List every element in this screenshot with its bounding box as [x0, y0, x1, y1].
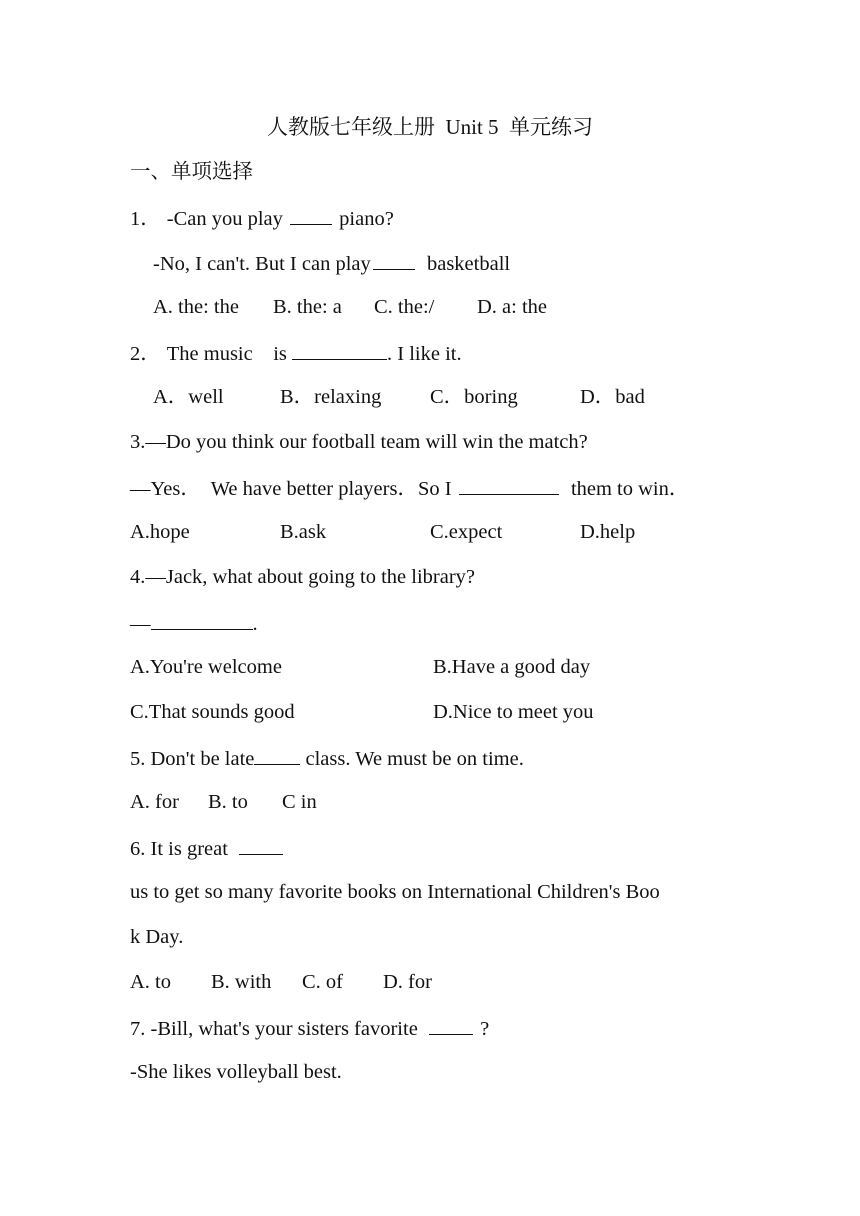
question-3-line-2: —Yes． We have better players．So I them to win．	[130, 474, 689, 502]
question-number: 1．	[130, 208, 161, 230]
option-a: A.You're welcome	[130, 656, 282, 678]
answer-blank	[373, 249, 415, 270]
option-c: C．boring	[430, 386, 518, 408]
question-1-line-1: 1． -Can you play piano?	[130, 204, 394, 232]
answer-blank	[290, 204, 332, 225]
option-c: C. of	[302, 971, 343, 993]
question-number: 3.	[130, 431, 146, 453]
option-a: A. for	[130, 791, 179, 813]
question-number: 5.	[130, 748, 146, 770]
option-a: A.hope	[130, 521, 190, 543]
question-3-line-1: 3.—Do you think our football team will win the match?	[130, 431, 588, 453]
question-number: 7.	[130, 1018, 146, 1040]
question-number: 2．	[130, 343, 161, 365]
page-title: 人教版七年级上册 Unit 5 单元练习	[266, 115, 594, 139]
answer-blank	[459, 474, 559, 495]
option-b: B. with	[211, 971, 272, 993]
option-d: D.help	[580, 521, 636, 543]
question-6-stem: 6. It is great	[130, 834, 285, 862]
question-2-stem: 2． The music is . I like it.	[130, 339, 462, 367]
option-b: B. the: a	[273, 296, 342, 318]
question-6-continuation: us to get so many favorite books on International Children's Boo	[130, 881, 660, 903]
answer-blank	[151, 609, 253, 630]
option-c: C.expect	[430, 521, 503, 543]
question-6-continuation: k Day.	[130, 926, 184, 948]
option-a: A. the: the	[153, 296, 239, 318]
option-a: A．well	[153, 386, 224, 408]
answer-blank	[254, 744, 300, 765]
question-7-stem: 7. -Bill, what's your sisters favorite ?	[130, 1014, 489, 1042]
option-d: D．bad	[580, 386, 645, 408]
question-4-line-1: 4.—Jack, what about going to the library?	[130, 566, 475, 588]
option-b: B.ask	[280, 521, 327, 543]
option-b: B．relaxing	[280, 386, 382, 408]
answer-blank	[429, 1014, 473, 1035]
option-d: D.Nice to meet you	[433, 701, 594, 723]
question-number: 6.	[130, 838, 146, 860]
question-7-line-2: -She likes volleyball best.	[130, 1061, 342, 1083]
option-d: D. a: the	[477, 296, 548, 318]
option-c: C.That sounds good	[130, 701, 295, 723]
question-number: 4.	[130, 566, 146, 588]
option-d: D. for	[383, 971, 432, 993]
option-b: B.Have a good day	[433, 656, 591, 678]
option-a: A. to	[130, 971, 171, 993]
option-c: C. the:/	[374, 296, 435, 318]
answer-blank	[292, 339, 387, 360]
question-4-line-2: — .	[130, 609, 258, 637]
question-1-line-2: -No, I can't. But I can play basketball	[153, 249, 510, 277]
answer-blank	[239, 834, 283, 855]
question-5-stem: 5. Don't be late class. We must be on time.	[130, 744, 524, 772]
section-heading: 一、单项选择	[130, 161, 253, 183]
option-b: B. to	[208, 791, 248, 813]
option-c: C in	[282, 791, 317, 813]
